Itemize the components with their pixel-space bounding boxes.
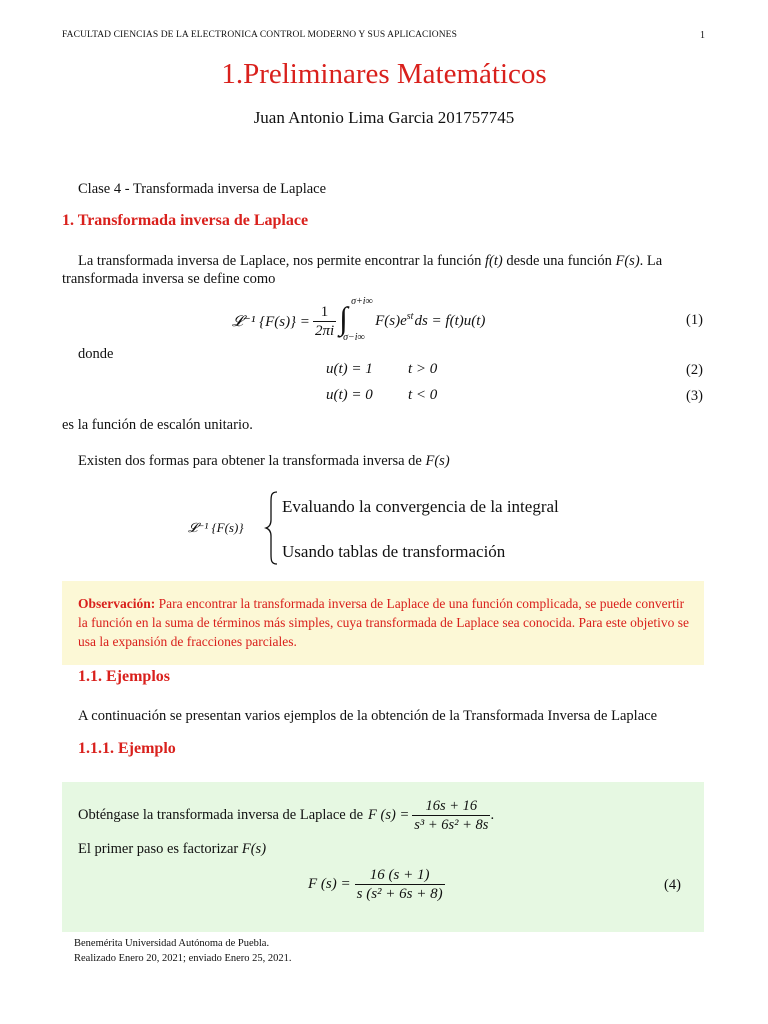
example-text-a: Obténgase la transformada inversa de Laplace de <box>78 807 364 823</box>
equation-4 <box>308 864 445 904</box>
example-fraction <box>412 797 490 834</box>
eq3-lhs: u(t) = 0 <box>326 387 373 403</box>
observation-text <box>78 594 690 651</box>
class-subtitle: Clase 4 - Transformada inversa de Laplace <box>78 181 327 197</box>
example-line2 <box>78 838 266 860</box>
case-option-2: Usando tablas de transformación <box>282 542 506 561</box>
intro-text-c: . La <box>639 253 663 269</box>
eq4-frac-den: s (s² + 6s + 8) <box>356 885 443 902</box>
example-text-b: El primer paso es factorizar <box>78 841 239 857</box>
intro-ft: f(t) <box>485 253 503 269</box>
intro-Fs: F(s) <box>615 253 640 269</box>
eq4-lhs: F (s) = <box>308 875 351 892</box>
eq2-lhs: u(t) = 1 <box>326 361 373 377</box>
eq1-rhs-sup: st <box>406 310 414 322</box>
example-frac-num: 16s + 16 <box>412 797 490 816</box>
curly-brace <box>264 490 280 566</box>
example-frac-den: s³ + 6s² + 8s <box>414 816 489 833</box>
eq2-condition: t > 0 <box>408 361 438 377</box>
equation-number-3: (3) <box>686 388 703 404</box>
section-heading-1-1-1: 1.1.1. Ejemplo <box>78 740 176 757</box>
eq1-rhs-end: ds = f(t)u(t) <box>414 312 486 329</box>
observation-label: Observación: <box>78 596 156 611</box>
eq1-frac-den: 2πi <box>314 322 335 339</box>
eq1-lower-limit: σ−i∞ <box>343 332 365 343</box>
existen-Fs: F(s) <box>425 453 450 469</box>
example-Fs: F(s) <box>241 841 267 857</box>
eq1-rhs: F(s)e <box>375 312 407 329</box>
equation-1 <box>232 298 485 344</box>
eq1-lhs: 𝓛⁻¹ {F(s)} = <box>232 313 310 330</box>
existen-text: Existen dos formas para obtener la transformada inversa de <box>78 453 422 469</box>
section-heading-1-1: 1.1. Ejemplos <box>78 668 170 685</box>
example-line1: Obténgase la transformada inversa de Laplace de F (s) = $\frac{16s + 16}{\text{s³ + 6s² + 8s}}$ . <box>78 797 495 833</box>
eq4-frac-num: 16 (s + 1) <box>355 866 445 885</box>
author-line: Juan Antonio Lima Garcia 201757745 <box>253 108 515 127</box>
running-header: FACULTAD CIENCIAS DE LA ELECTRONICA CONTROL MODERNO Y SUS APLICACIONES <box>62 30 457 40</box>
integral-sign: ∫ <box>339 300 348 336</box>
intro-text-a: La transformada inversa de Laplace, nos permite encontrar la función <box>78 253 482 269</box>
document-title: 1.Preliminares Matemáticos <box>221 58 547 90</box>
existen-paragraph <box>78 450 450 472</box>
equation-number-4: (4) <box>664 877 681 893</box>
page-number: 1 <box>700 30 705 41</box>
cases-lhs: 𝓛⁻¹ {F(s)} <box>188 520 244 535</box>
equation-number-2: (2) <box>686 362 703 378</box>
eq1-upper-limit: σ+i∞ <box>351 296 373 307</box>
donde-text: donde <box>78 346 114 362</box>
intro-paragraph-line2: transformada inversa se define como <box>62 271 276 287</box>
case-option-1: Evaluando la convergencia de la integral <box>282 497 559 516</box>
footer-line2: Realizado Enero 20, 2021; enviado Enero 25, 2021. <box>74 953 292 964</box>
escalon-text: es la función de escalón unitario. <box>62 417 253 433</box>
intro-text-b: desde una función <box>506 253 612 269</box>
eq4-fraction <box>355 866 445 903</box>
footer-line1: Benemérita Universidad Autónoma de Puebla. <box>74 938 270 949</box>
section-heading-1: 1. Transformada inversa de Laplace <box>62 212 309 229</box>
equation-number-1: (1) <box>686 312 703 328</box>
example-F: F (s) = <box>368 807 410 823</box>
eq1-integral-group <box>339 298 375 344</box>
eq1-fraction <box>313 303 336 340</box>
ejemplos-paragraph: A continuación se presentan varios ejemplos de la obtención de la Transformada Inversa de Laplace <box>78 708 658 724</box>
observation-body: Para encontrar la transformada inversa de Laplace de una función complicada, se puede convertir la función en la suma de términos más simples, cuya transformada de Laplace sea conocida. Para este objetivo se usa la expansión de fracciones parciales. <box>78 596 690 649</box>
eq1-frac-num: 1 <box>313 303 336 322</box>
eq3-condition: t < 0 <box>408 387 438 403</box>
